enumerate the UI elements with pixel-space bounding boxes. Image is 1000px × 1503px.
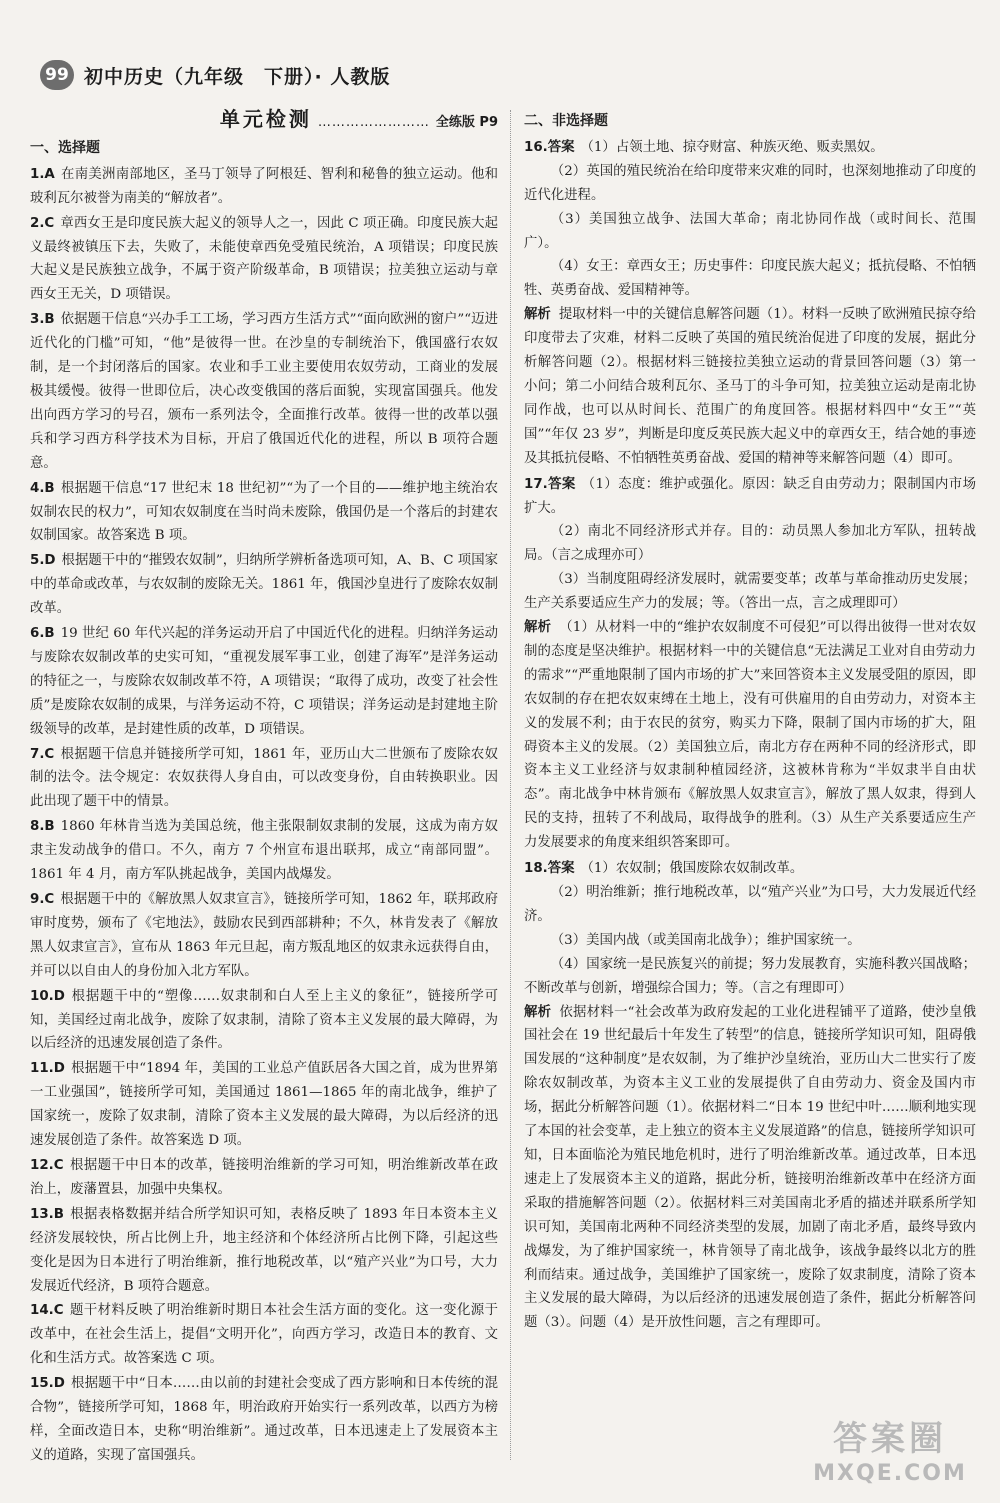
answer-text: （2）英国的殖民统治在给印度带来灾难的同时，也深刻地推动了印度的近代化进程。 <box>524 163 976 203</box>
answer-text: （2）南北不同经济形式并存。目的：动员黑人参加北方军队，扭转战局。（言之成理亦可） <box>524 524 976 564</box>
answer-number: 8.B <box>30 819 55 835</box>
page-number-badge: 99 <box>40 60 74 90</box>
answer-number: 14.C <box>30 1303 64 1319</box>
section-choice-heading: 一、选择题 <box>30 139 100 156</box>
choice-answer-item <box>30 985 498 1057</box>
section-nonchoice-heading: 二、非选择题 <box>524 113 608 129</box>
answer-paragraph <box>524 568 976 616</box>
right-column <box>524 108 976 1337</box>
answer-text: 根据题干中“日本……由以前的封建社会变成了西方影响和日本传统的混合物”，链接所学可知，1868 年，明治政府开始实行一系列改革，以西方为榜样，全面改造日本，史称“明治维新”。通过改革，日本迅速走上了发展资本主义的道路，实现了富国强兵。 <box>30 1376 498 1463</box>
choice-answer-item <box>30 1372 498 1468</box>
page-header <box>40 58 980 92</box>
answer-number: 16.答案 <box>524 139 575 155</box>
answer-text: 根据题干中的“摧毁农奴制”，归纳所学辨析备选项可知，A、B、C 项国家中的革命或改革，与农奴制的废除无关。1861 年，俄国沙皇进行了废除农奴制改革。 <box>30 553 498 617</box>
answer-text: （1）农奴制；俄国废除农奴制改革。 <box>580 861 804 877</box>
answer-text: （1）占领土地、掠夺财富、种族灭绝、贩卖黑奴。 <box>580 139 884 155</box>
analysis-text: 提取材料一中的关键信息解答问题（1）。材料一反映了欧洲殖民掠夺给印度带去了灾难，材料二反映了英国的殖民统治促进了印度的发展，据此分析解答问题（2）。根据材料三链接拉美独立运动的背景回答问题（3）第一小问；第二小问结合玻利瓦尔、圣马丁的斗争可知，拉美独立运动是南北协同作战，也可以从时间长、范围广的角度回答。根据材料四中“女王”“英国”“年仅 23 岁”，判断是印度反英民族大起义中的章西女王，结合她的事迹及其抵抗侵略、不怕牺牲英勇奋战、爱国的精神等来解答问题（4）即可。 <box>524 307 977 466</box>
choice-answer-item <box>30 1154 498 1202</box>
answer-text: 根据题干中日本的改革，链接明治维新的学习可知，明治维新改革在政治上，废藩置县，加强中央集权。 <box>30 1157 498 1197</box>
answer-text: 依据题干信息“兴办手工工场，学习西方生活方式”“面向欧洲的窗户”“迈进近代化的门槛”可知，“他”是彼得一世。在沙皇的专制统治下，俄国盛行农奴制，是一个封闭落后的国家。农业和手工业主要使用农奴劳动，工商业的发展极其缓慢。彼得一世即位后，决心改变俄国的落后面貌，实现富国强兵。他发出向西方学习的号召，颁布一系列法令，全面推行改革。彼得一世的改革以强兵和学习西方科学技术为目标，开启了俄国近代化的进程，所以 B 项符合题意。 <box>30 312 498 471</box>
column-divider <box>510 110 511 1460</box>
leader-dots: …………………… <box>317 115 430 130</box>
answer-text: （3）美国独立战争、法国大革命；南北协同作战（或时间长、范围广）。 <box>524 211 976 251</box>
answer-text: 题干材料反映了明治维新时期日本社会生活方面的变化。这一变化源于改革中，在社会生活上，提倡“文明开化”，向西方学习，改造日本的教育、文化和生活方式。故答案选 C 项。 <box>30 1303 498 1367</box>
answer-paragraph <box>524 953 976 1001</box>
choice-answer-item <box>30 888 498 984</box>
answer-number: 5.D <box>30 553 56 569</box>
answer-text: 根据题干信息“17 世纪末 18 世纪初”“为了一个目的——维护地主统治农奴制农民的权力”，可知农奴制度在当时尚未废除，俄国仍是一个落后的封建农奴制国家。故答案选 B 项。 <box>30 480 498 544</box>
analysis-paragraph <box>524 616 976 855</box>
answer-paragraph <box>524 136 976 160</box>
watermark-sub: MXQE.COM <box>813 1461 967 1486</box>
unit-title-row <box>30 108 498 135</box>
analysis-label: 解析 <box>524 620 552 636</box>
answer-number: 12.C <box>30 1157 64 1173</box>
answer-number: 10.D <box>30 988 65 1004</box>
left-column <box>30 108 498 1469</box>
answer-number: 13.B <box>30 1206 64 1222</box>
unit-title: 单元检测 <box>219 107 312 131</box>
watermark-main: 答案圈 <box>833 1419 947 1459</box>
answer-text: （3）当制度阻碍经济发展时，就需要变革；改革与革命推动历史发展；生产关系要适应生产力的发展；等。（答出一点，言之成理即可） <box>524 572 976 612</box>
answer-paragraph <box>524 857 976 881</box>
analysis-label: 解析 <box>524 1004 552 1020</box>
answer-number: 6.B <box>30 626 55 642</box>
answer-text: 在南美洲南部地区，圣马丁领导了阿根廷、智利和秘鲁的独立运动。他和玻利瓦尔被誉为南美的“解放者”。 <box>30 166 498 206</box>
answer-number: 18.答案 <box>524 861 575 877</box>
answer-number: 1.A <box>30 166 55 182</box>
answer-paragraph <box>524 929 976 953</box>
answer-text: （4）国家统一是民族复兴的前提；努力发展教育，实施科教兴国战略；不断改革与创新，增强综合国力；等。（言之有理即可） <box>524 956 976 996</box>
answer-number: 9.C <box>30 892 55 907</box>
nonchoice-answer-item <box>524 857 976 1335</box>
answer-text: 19 世纪 60 年代兴起的洋务运动开启了中国近代化的进程。归纳洋务运动与废除农奴制改革的史实可知，“重视发展军事工业，创建了海军”是洋务运动的特征之一，与废除农奴制改革不符，A 项错误；“取得了成功，改变了社会性质”是废除农奴制的成果，与洋务运动不符，C 项错误；洋务运动是封建地主阶级领导的改革，是封建性质的改革，D 项错误。 <box>30 626 498 737</box>
answer-number: 2.C <box>30 215 55 231</box>
nonchoice-answer-item <box>524 473 976 856</box>
answer-number: 11.D <box>30 1061 65 1077</box>
analysis-text: 依据材料一“社会改革为政府发起的工业化进程铺平了道路，使沙皇俄国社会在 19 世纪最后十年发生了转型”的信息，链接所学知识可知，阻碍俄国发展的“这种制度”是农奴制，为了维护沙皇统治，亚历山大二世实行了废除农奴制改革，为资本主义工业的发展提供了自由劳动力、资金及国内市场，据此分析解答问题（1）。依据材料二“日本 19 世纪中叶……顺利地实现了本国的社会变革，走上独立的资本主义发展道路”的信息，链接所学知识可知，日本面临沦为殖民地危机时，进行了明治维新改革。通过改革，日本迅速走上了发展资本主义的道路，据此分析，链接明治维新改革中在经济方面采取的措施解答问题（2）。依据材料三对美国南北矛盾的描述并联系所学知识可知，美国南北两种不同经济类型的发展，加剧了南北矛盾，最终导致内战爆发，为了维护国家统一，林肯领导了南北战争，该战争最终以北方的胜利而结束。通过战争，美国维护了国家统一，废除了奴隶制度，清除了资本主义发展的最大障碍，为以后经济的迅速发展创造了条件，据此分析解答问题（3）。问题（4）是开放性问题，言之有理即可。 <box>524 1004 977 1331</box>
answer-text: （2）明治维新；推行地税改革，以“殖产兴业”为口号，大力发展近代经济。 <box>524 885 976 924</box>
answer-number: 17.答案 <box>524 476 576 492</box>
answer-text: （4）女王：章西女王；历史事件：印度民族大起义；抵抗侵略、不怕牺牲、英勇奋战、爱国精神等。 <box>524 259 976 299</box>
analysis-label: 解析 <box>524 307 551 323</box>
answer-text: 章西女王是印度民族大起义的领导人之一，因此 C 项正确。印度民族大起义最终被镇压下去，失败了，未能使章西免受殖民统治，A 项错误；印度民族大起义是民族独立战争，不属于资产阶级革命，B 项错误；拉美独立运动与章西女王无关，D 项错误。 <box>30 215 498 303</box>
answer-number: 7.C <box>30 746 55 762</box>
choice-answer-item <box>30 815 498 887</box>
choice-answer-item <box>30 622 498 742</box>
choice-answer-list <box>30 163 498 1468</box>
answer-number: 15.D <box>30 1376 65 1392</box>
choice-answer-item <box>30 477 498 549</box>
choice-answer-item <box>30 743 498 815</box>
answer-paragraph <box>524 208 976 256</box>
unit-reference: 全练版 P9 <box>435 115 498 130</box>
choice-answer-item <box>30 549 498 621</box>
answer-paragraph <box>524 881 976 929</box>
watermark-logo <box>802 1417 978 1495</box>
answer-text: 1860 年林肯当选为美国总统，他主张限制奴隶制的发展，这成为南方奴隶主发动战争的借口。不久，南方 7 个州宣布退出联邦，成立“南部同盟”。1861 年 4 月，南方军队挑起战争，美国内战爆发。 <box>30 819 498 883</box>
analysis-paragraph <box>524 1001 976 1336</box>
answer-text: 根据题干信息并链接所学可知，1861 年，亚历山大二世颁布了废除农奴制的法令。法令规定：农奴获得人身自由，可以改变身份，自由转换职业。因此出现了题干中的情景。 <box>30 746 498 810</box>
analysis-paragraph <box>524 303 976 470</box>
answer-paragraph <box>524 473 976 521</box>
analysis-text: （1）从材料一中的“维护农奴制度不可侵犯”可以得出彼得一世对农奴制的态度是坚决维护。根据材料一中的关键信息“无法满足工业对自由劳动力的需求”“严重地限制了国内市场的扩大”来回答资本主义发展受阻的原因，即农奴制的存在把农奴束缚在土地上，没有可供雇用的自由劳动力，对资本主义的发展不利；由于农民的贫穷，购买力下降，限制了国内市场的扩大，阻碍资本主义的发展。（2）美国独立后，南北方存在两种不同的经济形式，即资本主义工业经济与奴隶制种植园经济，这被林肯称为“半奴隶半自由状态”。南北战争中林肯颁布《解放黑人奴隶宣言》，解放了黑人奴隶，得到人民的支持，扭转了不利战局，取得战争的胜利。（3）从生产关系要适应生产力发展要求的角度来组织答案即可。 <box>524 620 976 851</box>
answer-text: 根据题干中“1894 年，美国的工业总产值跃居各大国之首，成为世界第一工业强国”，链接所学可知，美国通过 1861—1865 年的南北战争，维护了国家统一，废除了奴隶制，清除了资本主义发展的最大障碍，为以后经济的迅速发展创造了条件。故答案选 D 项。 <box>30 1061 498 1149</box>
answer-paragraph <box>524 520 976 568</box>
answer-paragraph <box>524 255 976 303</box>
choice-answer-item <box>30 1299 498 1371</box>
answer-text: 根据表格数据并结合所学知识可知，表格反映了 1893 年日本资本主义经济发展较快，所占比例上升，地主经济和个体经济所占比例下降，引起这些变化是因为日本进行了明治维新，推行地税改革，以“殖产兴业”为口号，大力发展近代经济，B 项符合题意。 <box>30 1206 498 1294</box>
answer-number: 4.B <box>30 480 55 496</box>
book-title: 初中历史（九年级 下册）· 人教版 <box>84 65 391 88</box>
choice-answer-item <box>30 212 498 308</box>
choice-answer-item <box>30 308 498 475</box>
choice-answer-item <box>30 163 498 211</box>
answer-paragraph <box>524 160 976 208</box>
answer-text: （1）态度：维护或强化。原因：缺乏自由劳动力；限制国内市场扩大。 <box>524 476 976 516</box>
answer-text: （3）美国内战（或美国南北战争）；维护国家统一。 <box>550 932 861 948</box>
choice-answer-item <box>30 1203 498 1299</box>
nonchoice-answer-item <box>524 136 976 471</box>
answer-text: 根据题干中的“塑像……奴隶制和白人至上主义的象征”，链接所学可知，美国经过南北战争，废除了奴隶制，清除了资本主义发展的最大障碍，为以后经济的迅速发展创造了条件。 <box>30 988 498 1052</box>
choice-answer-item <box>30 1057 498 1153</box>
answer-number: 3.B <box>30 312 55 328</box>
answer-text: 根据题干中的《解放黑人奴隶宣言》，链接所学可知，1862 年，联邦政府审时度势，颁布了《宅地法》，鼓励农民到西部耕种；不久，林肯发表了《解放黑人奴隶宣言》，宣布从 1863 年元旦起，南方叛乱地区的奴隶永远获得自由，并可以以自由人的身份加入北方军队。 <box>30 892 498 979</box>
nonchoice-answer-list <box>524 136 976 1335</box>
